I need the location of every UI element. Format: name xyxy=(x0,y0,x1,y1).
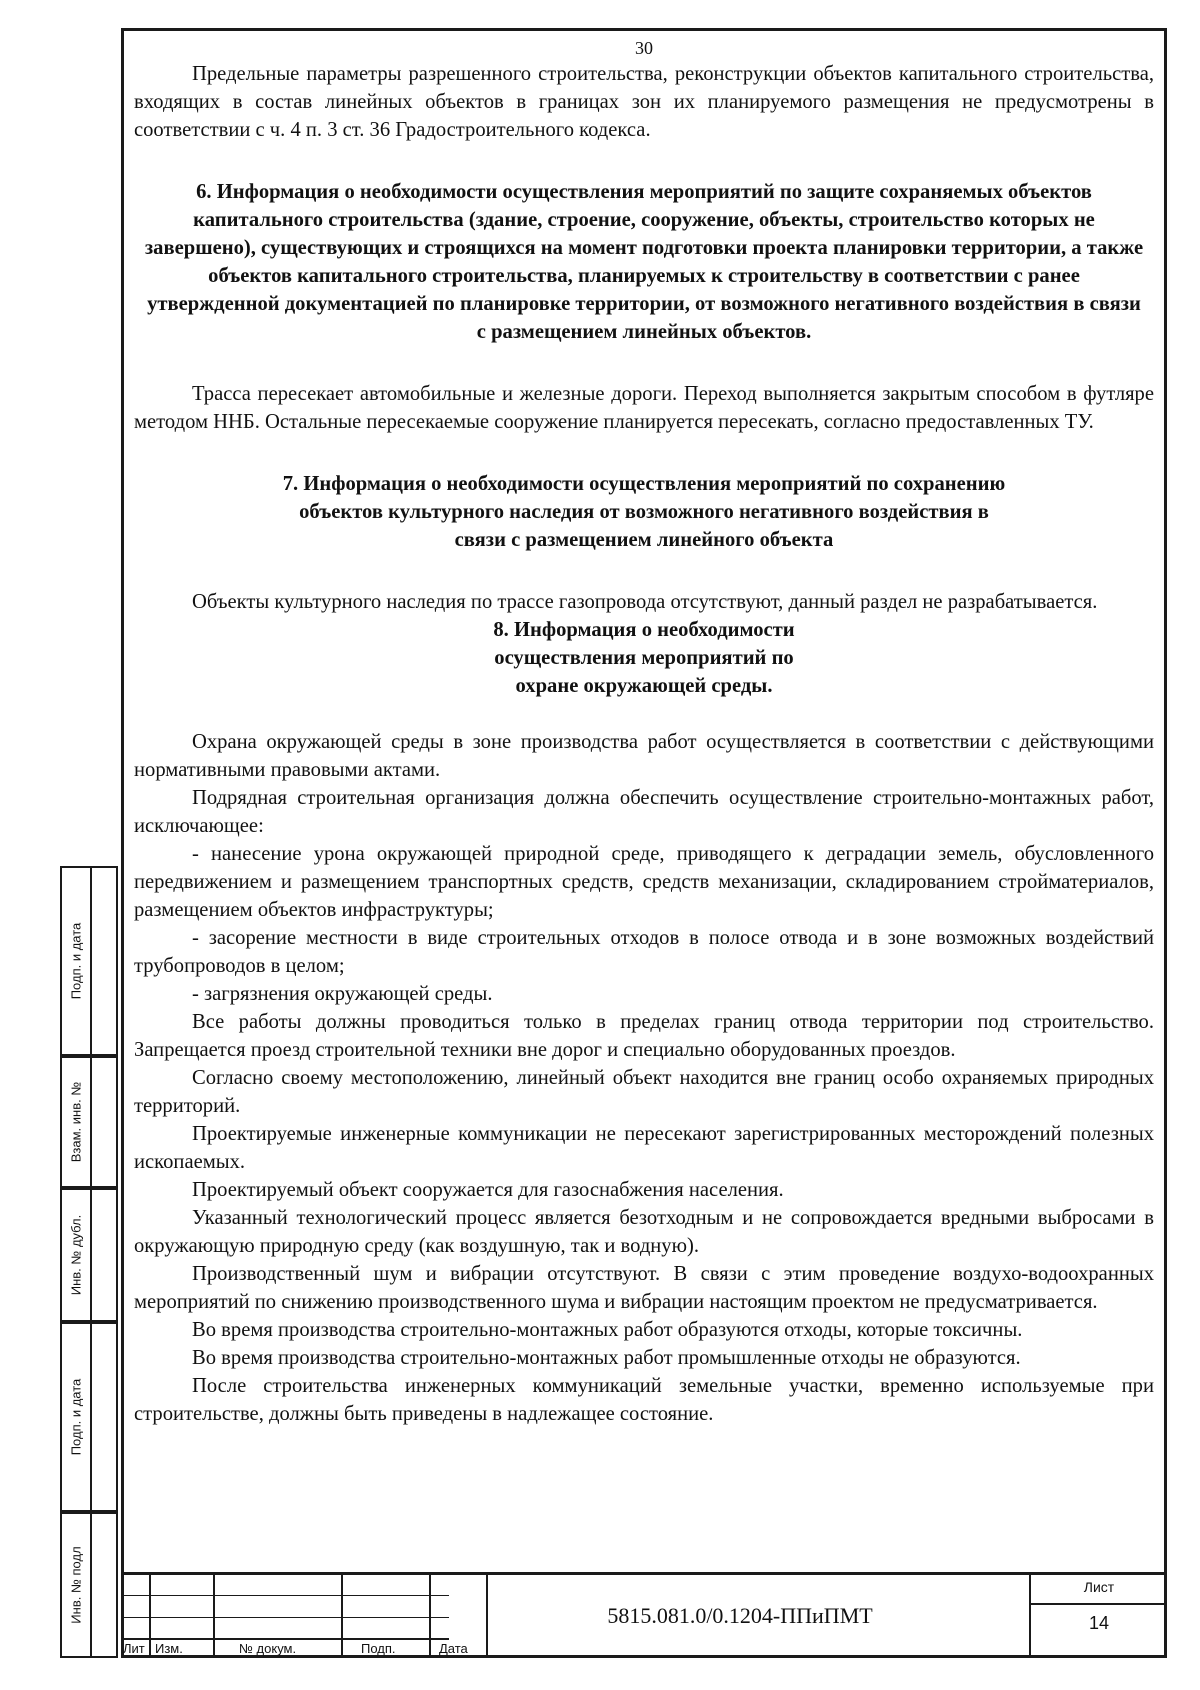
stamp-label: Подп. и дата xyxy=(68,1378,84,1456)
sheet-label: Лист xyxy=(1083,1579,1115,1595)
section-6-heading: 6. Информация о необходимости осуществления мероприятий по защите сохраняемых объектов капитального строительства (здание, строение, сооружение, объекты, строительство которых не завершено), существующих и строящихся на момент подготовки проекта планировки территории, а также объектов капитального строительства, планируемых к строительству в соответствии с ранее утвержденной документацией по планировке территории, от возможного негативного воздействия в связи с размещением линейных объектов. xyxy=(144,181,1144,343)
title-block xyxy=(121,1572,1167,1658)
stamp-inv-podl xyxy=(60,1512,118,1658)
stamp-inv-dubl xyxy=(60,1188,118,1322)
section-8-paragraph: После строительства инженерных коммуникаций земельные участки, временно используемые при строительстве, должны быть приведены в надлежащее состояние. xyxy=(134,1375,1154,1425)
title-block-date: Дата xyxy=(439,1641,468,1656)
title-block-doc-no: № докум. xyxy=(239,1641,297,1656)
section-7-heading: 7. Информация о необходимости осуществления мероприятий по сохранению объектов культурного наследия от возможного негативного воздействия в связи с размещением линейного объекта xyxy=(282,473,1006,551)
section-8-paragraph: Во время производства строительно-монтажных работ промышленные отходы не образуются. xyxy=(192,1347,1021,1369)
section-8-paragraph: Проектируемый объект сооружается для газоснабжения населения. xyxy=(192,1179,784,1201)
section-8-paragraph: Охрана окружающей среды в зоне производства работ осуществляется в соответствии с действующими нормативными правовыми актами. xyxy=(134,731,1154,781)
sheet-number: 14 xyxy=(1088,1613,1110,1633)
section-8-paragraph: Производственный шум и вибрации отсутствуют. В связи с этим проведение воздухо-водоохранных мероприятий по снижению производственного шума и вибрации настоящим проектом не предусматривается. xyxy=(134,1263,1154,1313)
section-8-list-item: - нанесение урона окружающей природной среде, приводящего к деградации земель, обусловленного передвижением и размещением транспортных средств, средств механизации, складированием стройматериалов, размещением объектов инфраструктуры; xyxy=(134,843,1154,921)
section-8-list-item: - засорение местности в виде строительных отходов в полосе отвода и в зоне возможных воздействий трубопроводов в целом; xyxy=(134,927,1154,977)
document-body xyxy=(134,60,1154,1428)
section-8-paragraph: Указанный технологический процесс является безотходным и не сопровождается вредными выбросами в окружающую природную среду (как воздушную, так и водную). xyxy=(134,1207,1154,1257)
stamp-vzam-inv xyxy=(60,1056,118,1188)
stamp-label: Подп. и дата xyxy=(68,922,84,1000)
stamp-podp-data-2 xyxy=(60,1322,118,1512)
title-block-podp: Подп. xyxy=(361,1641,396,1656)
stamp-podp-data-1 xyxy=(60,866,118,1056)
stamp-label: Инв. № подл xyxy=(68,1546,84,1624)
title-block-izm: Изм. xyxy=(155,1641,183,1656)
section-8-heading: 8. Информация о необходимости осуществления мероприятий по охране окружающей среды. xyxy=(493,619,795,697)
document-code: 5815.081.0/0.1204-ППиПМТ xyxy=(607,1603,873,1628)
stamp-label: Инв. № дубл. xyxy=(68,1214,84,1296)
section-6-text: Трасса пересекает автомобильные и железные дороги. Переход выполняется закрытым способом в футляре методом ННБ. Остальные пересекаемые сооружение планируется пересекать, согласно предоставленных ТУ. xyxy=(134,383,1154,433)
section-8-paragraph: Все работы должны проводиться только в пределах границ отвода территории под строительство. Запрещается проезд строительной техники вне дорог и специально оборудованных проездов. xyxy=(134,1011,1154,1061)
section-8-list-item: - загрязнения окружающей среды. xyxy=(192,983,493,1005)
section-8-paragraph: Подрядная строительная организация должна обеспечить осуществление строительно-монтажных работ, исключающее: xyxy=(134,787,1154,837)
section-8-paragraph: Во время производства строительно-монтажных работ образуются отходы, которые токсичны. xyxy=(192,1319,1023,1341)
intro-paragraph: Предельные параметры разрешенного строительства, реконструкции объектов капитального строительства, входящих в состав линейных объектов в границах зон их планируемого размещения не предусмотрены в соответствии с ч. 4 п. 3 ст. 36 Градостроительного кодекса. xyxy=(134,63,1154,141)
page-number: 30 xyxy=(635,38,653,58)
title-block-lit: Лит xyxy=(123,1641,145,1656)
section-7-text: Объекты культурного наследия по трассе газопровода отсутствуют, данный раздел не разрабатывается. xyxy=(192,591,1098,613)
stamp-label: Взам. инв. № xyxy=(68,1081,84,1163)
section-8-paragraph: Согласно своему местоположению, линейный объект находится вне границ особо охраняемых природных территорий. xyxy=(134,1067,1154,1117)
section-8-paragraph: Проектируемые инженерные коммуникации не пересекают зарегистрированных месторождений полезных ископаемых. xyxy=(134,1123,1154,1173)
